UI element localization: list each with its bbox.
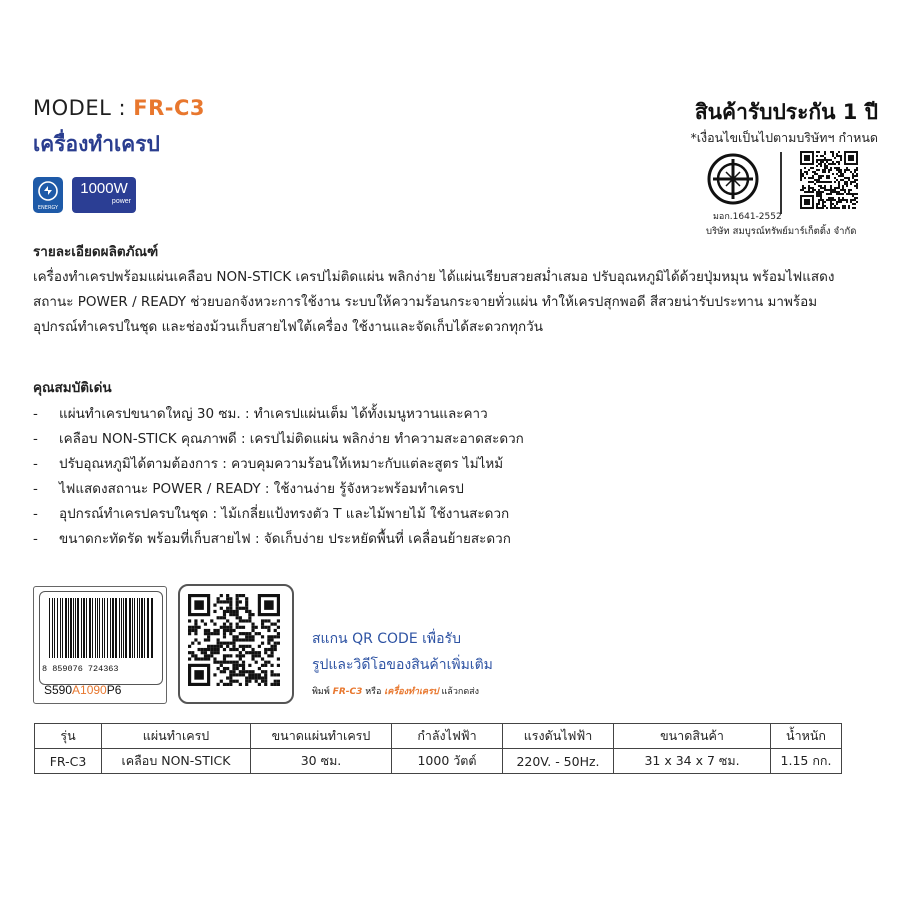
company-name: บริษัท สมบูรณ์ทรัพย์มาร์เก็ตติ้ง จำกัด (706, 226, 857, 237)
divider (780, 152, 782, 214)
table-header: ขนาดสินค้า (614, 724, 771, 749)
qr-code-small-icon (800, 151, 858, 209)
warranty-condition: *เงื่อนไขเป็นไปตามบริษัทฯ กำหนด (690, 130, 878, 145)
model-line (33, 96, 205, 120)
scan-qr-line1: สแกน QR CODE เพื่อรับ (312, 631, 461, 647)
table-header-row (35, 724, 842, 749)
power-watt: 1000W (80, 180, 128, 197)
description-title: รายละเอียดผลิตภัณฑ์ (33, 244, 159, 260)
power-label: power (111, 198, 131, 205)
barcode-frame (39, 591, 163, 685)
table-cell: 1000 วัตต์ (392, 749, 503, 774)
table-cell: 1.15 กก. (771, 749, 842, 774)
feature-item: - ไฟแสดงสถานะ POWER / READY : ใช้งานง่าย รู้จังหวะพร้อมทำเครป (33, 481, 464, 497)
spec-table (34, 723, 842, 774)
feature-item: - อุปกรณ์ทำเครปครบในชุด : ไม้เกลี่ยแป้งทรงตัว T และไม้พายไม้ ใช้งานสะดวก (33, 506, 510, 522)
description-text (33, 265, 893, 340)
qr-code-icon (188, 594, 280, 686)
description-line: อุปกรณ์ทำเครปในชุด และช่องม้วนเก็บสายไฟใต้เครื่อง ใช้งานและจัดเก็บได้สะดวกทุกวัน (33, 319, 543, 335)
features-title: คุณสมบัติเด่น (33, 380, 112, 396)
scan-qr-line2: รูปและวิดีโอของสินค้าเพิ่มเติม (312, 657, 493, 673)
model-code: FR-C3 (133, 96, 205, 120)
table-header: แผ่นทำเครป (102, 724, 251, 749)
barcode-box (33, 586, 167, 704)
table-cell: 220V. - 50Hz. (503, 749, 614, 774)
model-label: MODEL : (33, 96, 134, 120)
tis-code: มอก.1641-2552 (713, 212, 782, 222)
table-cell: 31 x 34 x 7 ซม. (614, 749, 771, 774)
table-header: รุ่น (35, 724, 102, 749)
features-list (33, 402, 524, 552)
energy-saving-icon (33, 177, 63, 213)
table-header: น้ำหนัก (771, 724, 842, 749)
table-cell: 30 ซม. (251, 749, 392, 774)
product-code: S590A1090P6 (44, 683, 122, 697)
feature-item: - เคลือบ NON-STICK คุณภาพดี : เครปไม่ติดแผ่น พลิกง่าย ทำความสะอาดสะดวก (33, 431, 524, 447)
feature-item: - ปรับอุณหภูมิได้ตามต้องการ : ควบคุมความร้อนให้เหมาะกับแต่ละสูตร ไม่ไหม้ (33, 456, 504, 472)
product-name: เครื่องทำเครป (33, 132, 160, 156)
table-row (35, 749, 842, 774)
table-header: ขนาดแผ่นทำเครป (251, 724, 392, 749)
power-badge (72, 177, 136, 213)
table-cell: เคลือบ NON-STICK (102, 749, 251, 774)
table-header: กำลังไฟฟ้า (392, 724, 503, 749)
tis-standard-logo-icon (706, 152, 760, 206)
table-cell: FR-C3 (35, 749, 102, 774)
qr-code-box (178, 584, 294, 704)
feature-item: - แผ่นทำเครปขนาดใหญ่ 30 ซม. : ทำเครปแผ่นเต็ม ได้ทั้งเมนูหวานและคาว (33, 406, 488, 422)
warranty-title: สินค้ารับประกัน 1 ปี (694, 100, 878, 124)
visit-instruction: พิมพ์ FR-C3 หรือ เครื่องทำเครป แล้วกดส่ง (312, 687, 480, 697)
description-line: เครื่องทำเครปพร้อมแผ่นเคลือบ NON-STICK เครปไม่ติดแผ่น พลิกง่าย ได้แผ่นเรียบสวยสม่ำเสมอ ปรับอุณหภูมิได้ด้วยปุ่มหมุน พร้อมไฟแสดง (33, 269, 835, 285)
energy-badge-text: ENERGY (37, 205, 59, 211)
table-header: แรงดันไฟฟ้า (503, 724, 614, 749)
barcode-icon (43, 598, 159, 662)
barcode-number: 8 859076 724363 (42, 664, 119, 674)
description-line: สถานะ POWER / READY ช่วยบอกจังหวะการใช้งาน ระบบให้ความร้อนกระจายทั่วแผ่น ทำให้เครปสุกพอดี สีสวยน่ารับประทาน มาพร้อม (33, 294, 818, 310)
feature-item: - ขนาดกะทัดรัด พร้อมที่เก็บสายไฟ : จัดเก็บง่าย ประหยัดพื้นที่ เคลื่อนย้ายสะดวก (33, 531, 511, 547)
